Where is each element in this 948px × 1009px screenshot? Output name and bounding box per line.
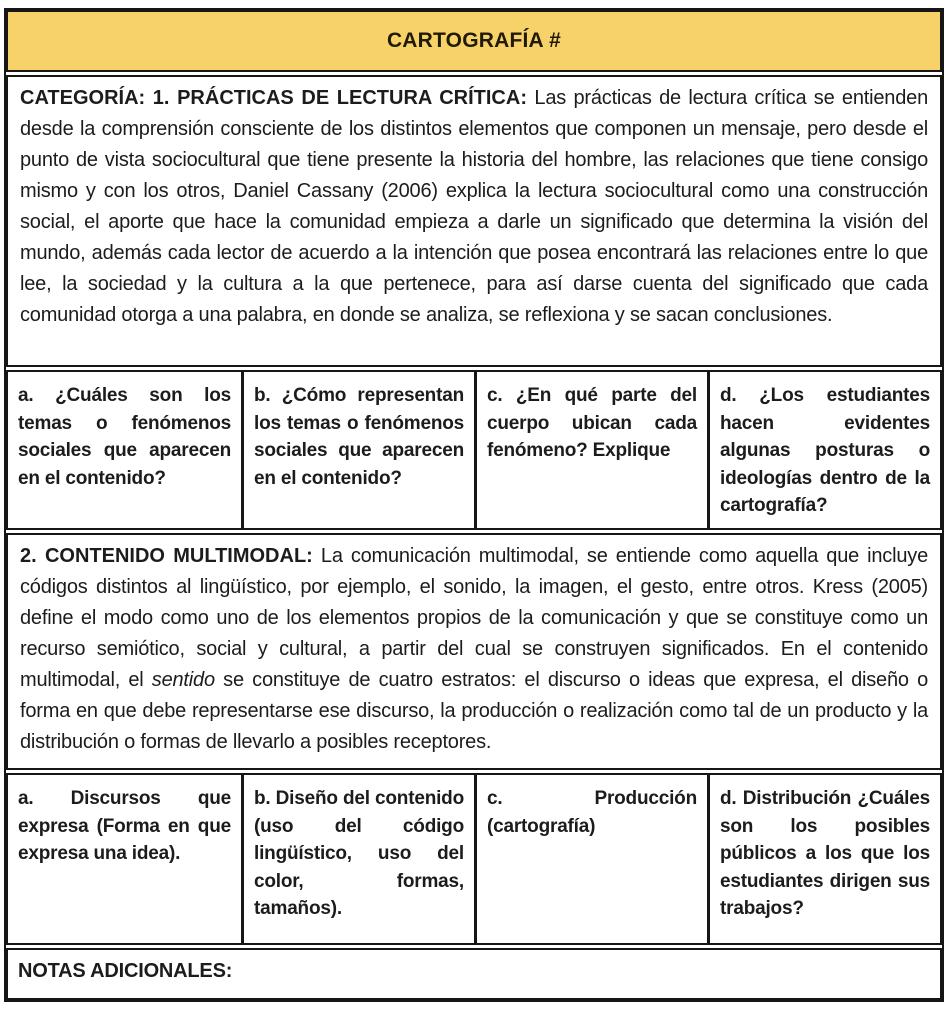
category2-description-row — [6, 533, 942, 770]
category1-label: CATEGORÍA: 1. PRÁCTICAS DE LECTURA CRÍTICA: — [20, 87, 527, 109]
category1-question-d: d. ¿Los estudiantes hacen evidentes algunas posturas o ideologías dentro de la cartografía? — [720, 385, 930, 516]
category1-question-cell-c — [474, 372, 707, 528]
category2-question-cell-c — [474, 775, 707, 943]
category1-question-b: b. ¿Cómo representan los temas o fenómenos sociales que aparecen en el contenido? — [254, 385, 464, 489]
category1-question-cell-d — [707, 372, 940, 528]
category2-questions-row — [6, 773, 942, 945]
category1-paragraph — [20, 83, 928, 331]
category1-description-row — [6, 75, 942, 367]
category1-question-cell-b — [241, 372, 474, 528]
category1-question-c: c. ¿En qué parte del cuerpo ubican cada fenómeno? Explique — [487, 385, 697, 461]
category1-question-cell-a — [8, 372, 241, 528]
additional-notes-row — [6, 948, 942, 1000]
form-header — [6, 10, 942, 72]
category2-question-a: a. Discursos que expresa (Forma en que expresa una idea). — [18, 788, 231, 864]
category2-question-b: b. Diseño del contenido (uso del código lingüístico, uso del color, formas, tamaños). — [254, 788, 464, 919]
category2-question-cell-a — [8, 775, 241, 943]
category2-body-end: se constituye de cuatro estratos: el discurso o ideas que expresa, el diseño o forma en que debe representarse ese discurso, la producción o realización como tal de un producto y la distribución o formas de llevarlo a posibles receptores. — [20, 669, 929, 753]
category2-question-cell-d — [707, 775, 940, 943]
category1-question-a: a. ¿Cuáles son los temas o fenómenos sociales que aparecen en el contenido? — [18, 385, 231, 489]
form-title: CARTOGRAFÍA # — [386, 29, 562, 52]
category1-body-text: Las prácticas de lectura crítica se entienden desde la comprensión consciente de los distintos elementos que componen un mensaje, pero desde el punto de vista sociocultural que tiene presente la historia del hombre, las relaciones que tiene consigo mismo y con los otros, Daniel Cassany (2006) explica la lectura sociocultural como una construcción social, el aporte que hace la comunidad empieza a darle un significado que determina la visión del mundo, además cada lector de acuerdo a la intención que posea encontrará las relaciones entre lo que lee, la sociedad y la cultura a la que pertenece, para así darse cuenta del significado que cada comunidad otorga a una palabra, en donde se analiza, se reflexiona y se sacan conclusiones. — [20, 87, 928, 326]
category1-questions-row — [6, 370, 942, 530]
category2-label: 2. CONTENIDO MULTIMODAL: — [20, 545, 313, 567]
category2-question-c: c. Producción (cartografía) — [487, 788, 697, 837]
cartography-form-table — [4, 8, 944, 1002]
additional-notes-label: NOTAS ADICIONALES: — [18, 960, 233, 982]
category2-body-start: La comunicación multimodal, se entiende como aquella que incluye códigos distintos al lingüístico, por ejemplo, el sonido, la imagen, el gesto, entre otros. Kress (2005) define el modo como uno de los elementos propios de la comunicación y que se constituye como un recurso semiótico, social y cultural, a partir del cual se construyen significados. En el contenido multimodal, el — [20, 545, 928, 691]
category2-question-cell-b — [241, 775, 474, 943]
category2-paragraph — [20, 541, 928, 758]
category2-italic-word: sentido — [151, 669, 215, 691]
category2-question-d: d. Distribución ¿Cuáles son los posibles públicos a los que los estudiantes dirigen sus trabajos? — [720, 788, 930, 919]
